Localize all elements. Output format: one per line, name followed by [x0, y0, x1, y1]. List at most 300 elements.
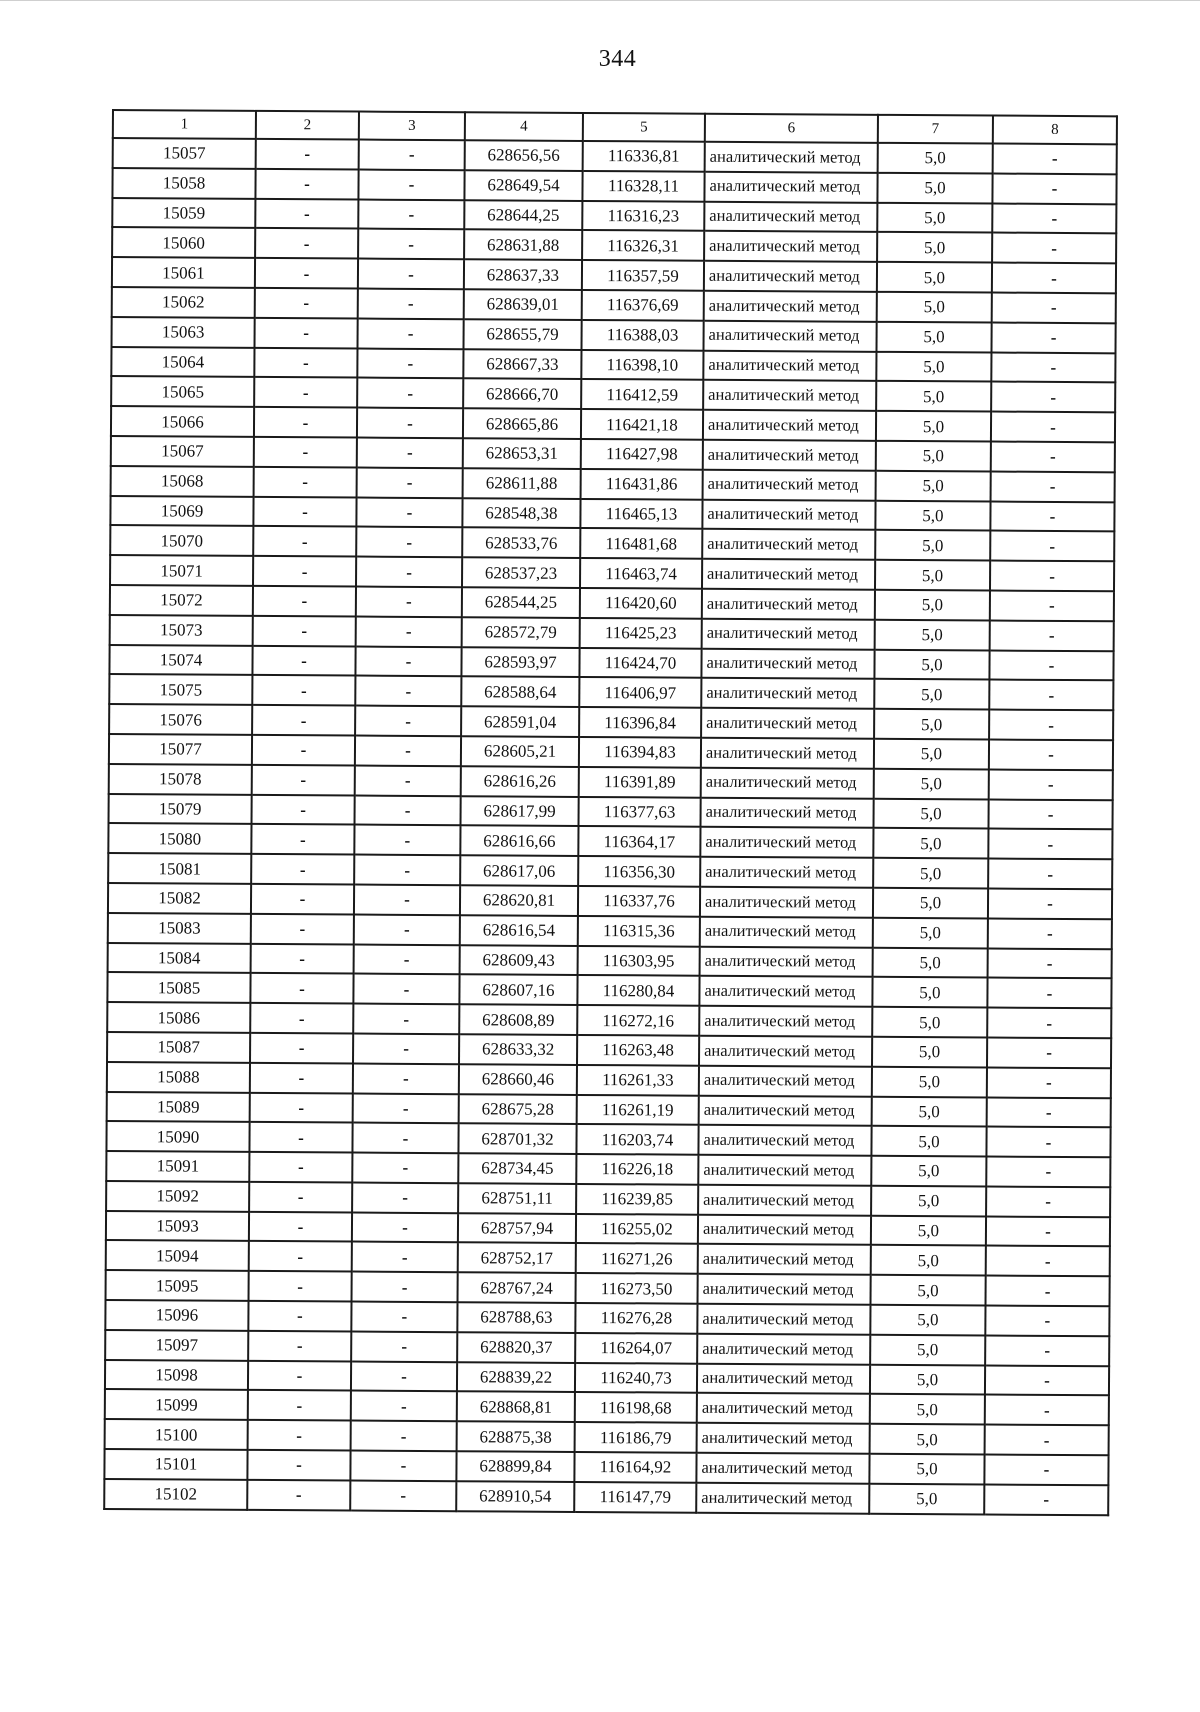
method-cell: аналитический метод [705, 142, 878, 173]
method-cell: аналитический метод [703, 321, 876, 352]
accuracy-cell: 5,0 [869, 1484, 984, 1515]
point-number-cell: 15083 [108, 913, 251, 944]
y-coordinate-cell: 116431,86 [581, 469, 703, 500]
accuracy-cell: 5,0 [869, 1454, 984, 1485]
col8-cell: - [987, 978, 1111, 1009]
col3-cell: - [354, 855, 460, 885]
x-coordinate-cell: 628616,54 [460, 915, 578, 946]
point-number-cell: 15059 [112, 198, 255, 229]
col3-cell: - [354, 914, 460, 944]
col8-cell: - [984, 1484, 1108, 1515]
y-coordinate-cell: 116337,76 [578, 886, 700, 917]
method-cell: аналитический метод [704, 172, 877, 203]
y-coordinate-cell: 116273,50 [576, 1273, 698, 1304]
y-coordinate-cell: 116303,95 [578, 945, 700, 976]
col2-cell: - [253, 496, 356, 526]
col3-cell: - [353, 1033, 459, 1063]
col3-cell: - [353, 1093, 459, 1123]
col8-cell: - [985, 1395, 1109, 1426]
col2-cell: - [251, 943, 354, 973]
col8-cell: - [991, 412, 1115, 443]
x-coordinate-cell: 628548,38 [462, 498, 580, 529]
col2-cell: - [252, 765, 355, 795]
point-number-cell: 15069 [110, 496, 253, 527]
accuracy-cell: 5,0 [871, 1215, 986, 1246]
x-coordinate-cell: 628660,46 [459, 1064, 577, 1095]
col2-cell: - [249, 1182, 352, 1212]
col2-cell: - [248, 1331, 351, 1361]
x-coordinate-cell: 628734,45 [458, 1153, 576, 1184]
y-coordinate-cell: 116463,74 [580, 558, 702, 589]
accuracy-cell: 5,0 [873, 798, 988, 829]
point-number-cell: 15086 [107, 1002, 250, 1033]
method-cell: аналитический метод [699, 1036, 872, 1067]
point-number-cell: 15098 [105, 1360, 248, 1391]
col3-cell: - [353, 1004, 459, 1034]
col8-cell: - [988, 799, 1112, 830]
y-coordinate-cell: 116377,63 [579, 796, 701, 827]
method-cell: аналитический метод [699, 976, 872, 1007]
method-cell: аналитический метод [696, 1453, 869, 1484]
accuracy-cell: 5,0 [870, 1394, 985, 1425]
method-cell: аналитический метод [702, 618, 875, 649]
col3-cell: - [358, 318, 464, 348]
col3-cell: - [357, 408, 463, 438]
accuracy-cell: 5,0 [877, 173, 992, 204]
y-coordinate-cell: 116147,79 [574, 1482, 696, 1513]
col3-cell: - [358, 199, 464, 229]
x-coordinate-cell: 628868,81 [457, 1392, 575, 1423]
y-coordinate-cell: 116316,23 [582, 201, 704, 232]
method-cell: аналитический метод [696, 1483, 869, 1514]
col8-cell: - [990, 501, 1114, 532]
col8-cell: - [987, 1008, 1111, 1039]
method-cell: аналитический метод [702, 589, 875, 620]
col2-cell: - [255, 288, 358, 318]
method-cell: аналитический метод [699, 1006, 872, 1037]
col3-cell: - [358, 169, 464, 199]
y-coordinate-cell: 116203,74 [576, 1124, 698, 1155]
col2-cell: - [251, 884, 354, 914]
x-coordinate-cell: 628656,56 [465, 140, 583, 171]
col8-cell: - [989, 650, 1113, 681]
x-coordinate-cell: 628631,88 [464, 230, 582, 261]
x-coordinate-cell: 628608,89 [459, 1004, 577, 1035]
col2-cell: - [251, 824, 354, 854]
col3-cell: - [351, 1331, 457, 1361]
col3-cell: - [353, 974, 459, 1004]
method-cell: аналитический метод [700, 946, 873, 977]
col3-cell: - [352, 1242, 458, 1272]
method-cell: аналитический метод [697, 1363, 870, 1394]
col2-cell: - [256, 139, 359, 169]
col8-cell: - [990, 561, 1114, 592]
method-cell: аналитический метод [702, 499, 875, 530]
accuracy-cell: 5,0 [873, 828, 988, 859]
col2-cell: - [255, 318, 358, 348]
method-cell: аналитический метод [697, 1393, 870, 1424]
accuracy-cell: 5,0 [870, 1364, 985, 1395]
col2-cell: - [248, 1301, 351, 1331]
accuracy-cell: 5,0 [875, 500, 990, 531]
point-number-cell: 15065 [111, 376, 254, 407]
accuracy-cell: 5,0 [874, 739, 989, 770]
col8-cell: - [991, 322, 1115, 353]
x-coordinate-cell: 628616,66 [460, 826, 578, 857]
accuracy-cell: 5,0 [877, 232, 992, 263]
x-coordinate-cell: 628605,21 [461, 736, 579, 767]
point-number-cell: 15072 [110, 585, 253, 616]
col8-cell: - [988, 829, 1112, 860]
col8-cell: - [989, 710, 1113, 741]
point-number-cell: 15081 [108, 853, 251, 884]
accuracy-cell: 5,0 [874, 679, 989, 710]
y-coordinate-cell: 116186,79 [575, 1422, 697, 1453]
point-number-cell: 15068 [111, 466, 254, 497]
point-number-cell: 15071 [110, 555, 253, 586]
y-coordinate-cell: 116263,48 [577, 1035, 699, 1066]
y-coordinate-cell: 116391,89 [579, 767, 701, 798]
x-coordinate-cell: 628752,17 [458, 1243, 576, 1274]
x-coordinate-cell: 628910,54 [456, 1481, 574, 1512]
point-number-cell: 15090 [106, 1121, 249, 1152]
x-coordinate-cell: 628616,26 [461, 766, 579, 797]
col3-cell: - [355, 765, 461, 795]
method-cell: аналитический метод [698, 1214, 871, 1245]
point-number-cell: 15095 [106, 1270, 249, 1301]
col3-cell: - [350, 1480, 456, 1510]
col8-cell: - [991, 471, 1115, 502]
method-cell: аналитический метод [700, 827, 873, 858]
y-coordinate-cell: 116240,73 [575, 1363, 697, 1394]
method-cell: аналитический метод [698, 1125, 871, 1156]
point-number-cell: 15074 [109, 645, 252, 676]
x-coordinate-cell: 628649,54 [464, 170, 582, 201]
x-coordinate-cell: 628611,88 [463, 468, 581, 499]
col3-cell: - [355, 646, 461, 676]
col8-cell: - [987, 1097, 1111, 1128]
accuracy-cell: 5,0 [873, 858, 988, 889]
method-cell: аналитический метод [704, 231, 877, 262]
col2-cell: - [255, 228, 358, 258]
table-body [104, 110, 1117, 1515]
col2-cell: - [253, 526, 356, 556]
col2-cell: - [249, 1212, 352, 1242]
method-cell: аналитический метод [699, 1065, 872, 1096]
col8-cell: - [985, 1335, 1109, 1366]
point-number-cell: 15073 [110, 615, 253, 646]
y-coordinate-cell: 116261,33 [577, 1065, 699, 1096]
x-coordinate-cell: 628757,94 [458, 1213, 576, 1244]
col3-cell: - [351, 1302, 457, 1332]
col2-cell: - [255, 258, 358, 288]
accuracy-cell: 5,0 [876, 351, 991, 382]
col3-cell: - [351, 1361, 457, 1391]
accuracy-cell: 5,0 [874, 649, 989, 680]
x-coordinate-cell: 628609,43 [460, 945, 578, 976]
x-coordinate-cell: 628593,97 [461, 647, 579, 678]
point-number-cell: 15089 [107, 1091, 250, 1122]
method-cell: аналитический метод [701, 797, 874, 828]
point-number-cell: 15082 [108, 883, 251, 914]
column-header: 4 [465, 112, 583, 141]
col3-cell: - [359, 140, 465, 170]
col2-cell: - [251, 854, 354, 884]
col2-cell: - [253, 586, 356, 616]
point-number-cell: 15080 [108, 823, 251, 854]
col8-cell: - [989, 739, 1113, 770]
col8-cell: - [989, 769, 1113, 800]
method-cell: аналитический метод [704, 291, 877, 322]
col2-cell: - [248, 1361, 351, 1391]
y-coordinate-cell: 116261,19 [577, 1094, 699, 1125]
column-header: 8 [993, 116, 1117, 145]
point-number-cell: 15097 [105, 1330, 248, 1361]
accuracy-cell: 5,0 [873, 947, 988, 978]
accuracy-cell: 5,0 [877, 262, 992, 293]
col8-cell: - [990, 620, 1114, 651]
col8-cell: - [988, 948, 1112, 979]
y-coordinate-cell: 116356,30 [578, 856, 700, 887]
y-coordinate-cell: 116394,83 [579, 737, 701, 768]
column-header: 2 [256, 111, 359, 140]
y-coordinate-cell: 116412,59 [581, 379, 703, 410]
y-coordinate-cell: 116198,68 [575, 1392, 697, 1423]
method-cell: аналитический метод [701, 648, 874, 679]
col3-cell: - [354, 825, 460, 855]
point-number-cell: 15085 [107, 972, 250, 1003]
column-header: 7 [878, 115, 993, 144]
accuracy-cell: 5,0 [876, 411, 991, 442]
col2-cell: - [250, 973, 353, 1003]
accuracy-cell: 5,0 [875, 620, 990, 651]
accuracy-cell: 5,0 [877, 292, 992, 323]
col8-cell: - [986, 1186, 1110, 1217]
method-cell: аналитический метод [700, 916, 873, 947]
accuracy-cell: 5,0 [872, 1007, 987, 1038]
col3-cell: - [355, 676, 461, 706]
method-cell: аналитический метод [697, 1423, 870, 1454]
col2-cell: - [247, 1480, 350, 1510]
y-coordinate-cell: 116357,59 [582, 260, 704, 291]
col8-cell: - [991, 382, 1115, 413]
col3-cell: - [352, 1153, 458, 1183]
col2-cell: - [254, 377, 357, 407]
col8-cell: - [992, 233, 1116, 264]
x-coordinate-cell: 628899,84 [456, 1451, 574, 1482]
column-header: 6 [705, 114, 878, 143]
method-cell: аналитический метод [702, 529, 875, 560]
y-coordinate-cell: 116398,10 [581, 350, 703, 381]
x-coordinate-cell: 628533,76 [462, 528, 580, 559]
point-number-cell: 15063 [112, 317, 255, 348]
point-number-cell: 15096 [105, 1300, 248, 1331]
point-number-cell: 15076 [109, 704, 252, 735]
accuracy-cell: 5,0 [870, 1335, 985, 1366]
method-cell: аналитический метод [698, 1155, 871, 1186]
x-coordinate-cell: 628617,06 [460, 855, 578, 886]
method-cell: аналитический метод [698, 1244, 871, 1275]
col8-cell: - [991, 352, 1115, 383]
x-coordinate-cell: 628701,32 [458, 1123, 576, 1154]
y-coordinate-cell: 116264,07 [575, 1333, 697, 1364]
col3-cell: - [356, 527, 462, 557]
method-cell: аналитический метод [703, 380, 876, 411]
y-coordinate-cell: 116376,69 [582, 290, 704, 321]
coordinates-table-wrapper [103, 109, 1118, 1516]
y-coordinate-cell: 116328,11 [582, 171, 704, 202]
col2-cell: - [250, 1033, 353, 1063]
col3-cell: - [352, 1272, 458, 1302]
point-number-cell: 15075 [109, 674, 252, 705]
point-number-cell: 15060 [112, 227, 255, 258]
col3-cell: - [355, 706, 461, 736]
accuracy-cell: 5,0 [871, 1126, 986, 1157]
method-cell: аналитический метод [697, 1334, 870, 1365]
col8-cell: - [987, 1067, 1111, 1098]
accuracy-cell: 5,0 [871, 1156, 986, 1187]
col8-cell: - [993, 144, 1117, 175]
method-cell: аналитический метод [704, 261, 877, 292]
method-cell: аналитический метод [703, 440, 876, 471]
col3-cell: - [352, 1123, 458, 1153]
col8-cell: - [985, 1306, 1109, 1337]
col2-cell: - [249, 1122, 352, 1152]
method-cell: аналитический метод [701, 708, 874, 739]
column-header: 5 [583, 113, 705, 142]
y-coordinate-cell: 116424,70 [579, 647, 701, 678]
col2-cell: - [252, 645, 355, 675]
y-coordinate-cell: 116465,13 [580, 499, 702, 530]
x-coordinate-cell: 628588,64 [461, 677, 579, 708]
accuracy-cell: 5,0 [872, 1096, 987, 1127]
col2-cell: - [255, 198, 358, 228]
x-coordinate-cell: 628751,11 [458, 1183, 576, 1214]
x-coordinate-cell: 628820,37 [457, 1332, 575, 1363]
y-coordinate-cell: 116425,23 [580, 618, 702, 649]
col2-cell: - [250, 1063, 353, 1093]
point-number-cell: 15062 [112, 287, 255, 318]
x-coordinate-cell: 628653,31 [463, 438, 581, 469]
point-number-cell: 15100 [105, 1419, 248, 1450]
x-coordinate-cell: 628572,79 [462, 617, 580, 648]
col3-cell: - [350, 1451, 456, 1481]
y-coordinate-cell: 116364,17 [578, 826, 700, 857]
point-number-cell: 15093 [106, 1211, 249, 1242]
y-coordinate-cell: 116421,18 [581, 409, 703, 440]
col3-cell: - [355, 795, 461, 825]
y-coordinate-cell: 116406,97 [579, 677, 701, 708]
y-coordinate-cell: 116336,81 [583, 141, 705, 172]
y-coordinate-cell: 116388,03 [581, 320, 703, 351]
col8-cell: - [986, 1157, 1110, 1188]
accuracy-cell: 5,0 [876, 441, 991, 472]
col8-cell: - [985, 1365, 1109, 1396]
col3-cell: - [356, 586, 462, 616]
method-cell: аналитический метод [703, 469, 876, 500]
x-coordinate-cell: 628839,22 [457, 1362, 575, 1393]
col3-cell: - [351, 1391, 457, 1421]
y-coordinate-cell: 116272,16 [577, 1005, 699, 1036]
col2-cell: - [252, 735, 355, 765]
x-coordinate-cell: 628875,38 [457, 1421, 575, 1452]
col3-cell: - [352, 1182, 458, 1212]
method-cell: аналитический метод [703, 410, 876, 441]
y-coordinate-cell: 116226,18 [576, 1154, 698, 1185]
y-coordinate-cell: 116271,26 [576, 1243, 698, 1274]
col8-cell: - [985, 1276, 1109, 1307]
accuracy-cell: 5,0 [874, 769, 989, 800]
accuracy-cell: 5,0 [871, 1245, 986, 1276]
col2-cell: - [249, 1241, 352, 1271]
x-coordinate-cell: 628655,79 [464, 319, 582, 350]
point-number-cell: 15084 [108, 943, 251, 974]
col3-cell: - [357, 467, 463, 497]
col2-cell: - [250, 1092, 353, 1122]
col3-cell: - [357, 348, 463, 378]
col2-cell: - [248, 1420, 351, 1450]
point-number-cell: 15092 [106, 1181, 249, 1212]
accuracy-cell: 5,0 [872, 1066, 987, 1097]
col8-cell: - [992, 263, 1116, 294]
point-number-cell: 15094 [106, 1240, 249, 1271]
x-coordinate-cell: 628617,99 [461, 796, 579, 827]
y-coordinate-cell: 116481,68 [580, 528, 702, 559]
col8-cell: - [988, 859, 1112, 890]
col8-cell: - [986, 1127, 1110, 1158]
method-cell: аналитический метод [701, 767, 874, 798]
col2-cell: - [252, 675, 355, 705]
y-coordinate-cell: 116315,36 [578, 916, 700, 947]
x-coordinate-cell: 628644,25 [464, 200, 582, 231]
method-cell: аналитический метод [697, 1304, 870, 1335]
col2-cell: - [247, 1450, 350, 1480]
point-number-cell: 15058 [112, 168, 255, 199]
col2-cell: - [254, 437, 357, 467]
method-cell: аналитический метод [698, 1274, 871, 1305]
col8-cell: - [988, 918, 1112, 949]
point-number-cell: 15064 [111, 347, 254, 378]
col2-cell: - [253, 616, 356, 646]
col2-cell: - [249, 1271, 352, 1301]
accuracy-cell: 5,0 [872, 1037, 987, 1068]
y-coordinate-cell: 116164,92 [574, 1452, 696, 1483]
x-coordinate-cell: 628591,04 [461, 706, 579, 737]
col2-cell: - [250, 1003, 353, 1033]
point-number-cell: 15099 [105, 1389, 248, 1420]
point-number-cell: 15061 [112, 257, 255, 288]
col3-cell: - [356, 557, 462, 587]
page-top-edge [0, 0, 1200, 1]
page-number: 344 [598, 46, 637, 72]
x-coordinate-cell: 628767,24 [458, 1272, 576, 1303]
col3-cell: - [355, 735, 461, 765]
method-cell: аналитический метод [701, 738, 874, 769]
col2-cell: - [252, 705, 355, 735]
y-coordinate-cell: 116276,28 [575, 1303, 697, 1334]
method-cell: аналитический метод [700, 857, 873, 888]
col3-cell: - [352, 1212, 458, 1242]
method-cell: аналитический метод [700, 887, 873, 918]
accuracy-cell: 5,0 [871, 1186, 986, 1217]
col3-cell: - [358, 229, 464, 259]
point-number-cell: 15079 [109, 794, 252, 825]
coordinates-table [103, 109, 1118, 1516]
x-coordinate-cell: 628666,70 [463, 379, 581, 410]
y-coordinate-cell: 116420,60 [580, 588, 702, 619]
x-coordinate-cell: 628667,33 [463, 349, 581, 380]
col8-cell: - [985, 1425, 1109, 1456]
